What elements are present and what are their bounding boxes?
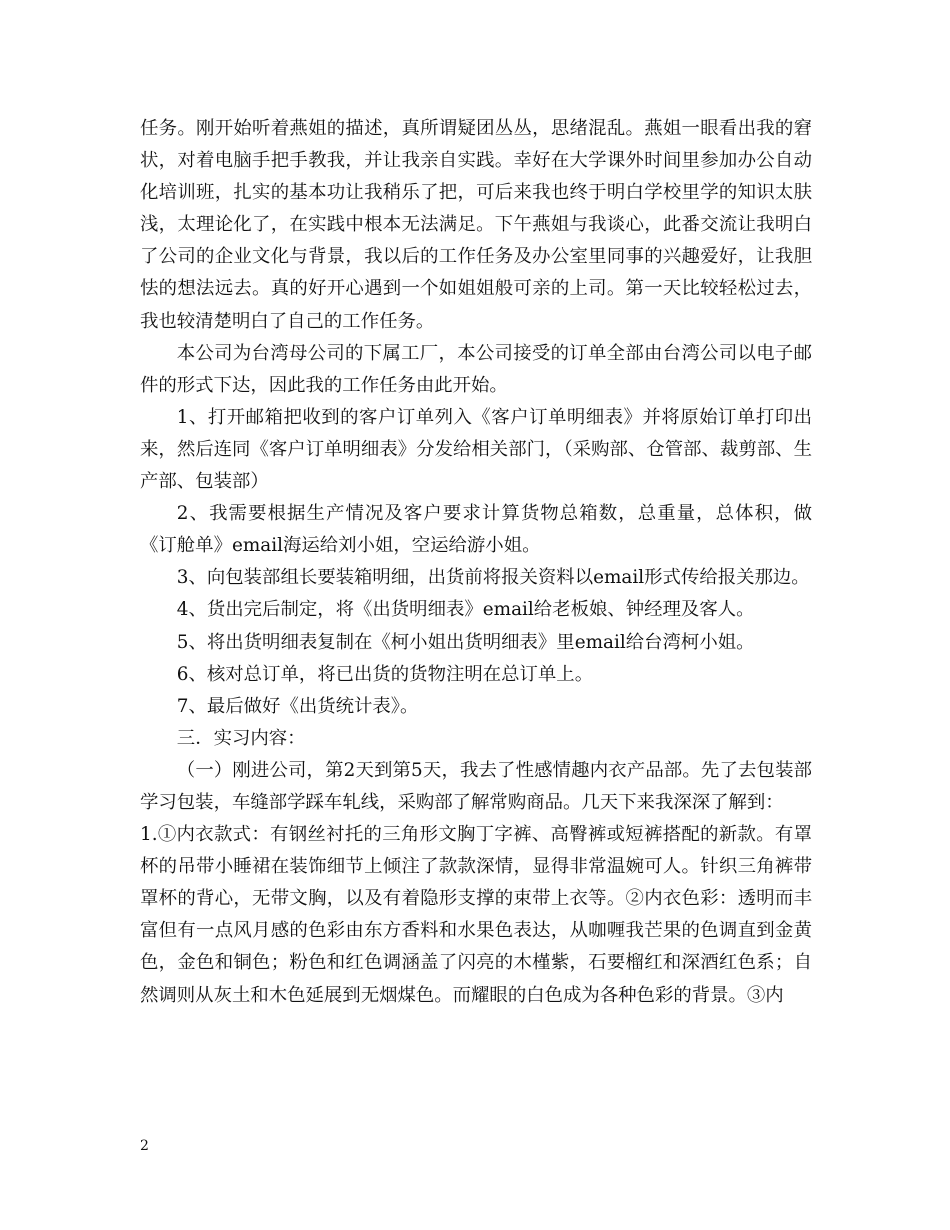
paragraph: 4、货出完后制定，将《出货明细表》email给老板娘、钟经理及客人。	[176, 599, 755, 621]
paragraph: 7、最后做好《出货统计表》。	[176, 695, 419, 717]
section-heading: 三．实习内容：	[176, 727, 306, 749]
paragraph: 5、将出货明细表复制在《柯小姐出货明细表》里email给台湾柯小姐。	[176, 631, 755, 653]
paragraph: 3、向包装部组长要装箱明细，出货前将报关资料以email形式传给报关那边。	[176, 567, 810, 589]
paragraph: 任务。刚开始听着燕姐的描述，真所谓疑团丛丛，思绪混乱。燕姐一眼看出我的窘状，对着电脑手把手教我，并让我亲自实践。幸好在大学课外时间里参加办公自动化培训班，扎实的基本功让我稍乐了把，可后来我也终于明白学校里学的知识太肤浅，太理论化了，在实践中根本无法满足。下午燕姐与我谈心，此番交流让我明白了公司的企业文化与背景，我以后的工作任务及办公室里同事的兴趣爱好，让我胆怯的想法远去。真的好开心遇到一个如姐姐般可亲的上司。第一天比较轻松过去，我也较清楚明白了自己的工作任务。	[140, 118, 812, 332]
document-body	[140, 113, 812, 1012]
paragraph: 1、打开邮箱把收到的客户订单列入《客户订单明细表》并将原始订单打印出来，然后连同《客户订单明细表》分发给相关部门，（采购部、仓管部、裁剪部、生产部、包装部）	[140, 406, 812, 493]
paragraph: 1.①内衣款式：有钢丝衬托的三角形文胸丁字裤、高臀裤或短裤搭配的新款。有罩杯的吊带小睡裙在装饰细节上倾注了款款深情，显得非常温婉可人。针织三角裤带罩杯的背心，无带文胸，以及有着隐形支撑的束带上衣等。②内衣色彩：透明而丰富但有一点风月感的色彩由东方香料和水果色表达，从咖喱我芒果的色调直到金黄色，金色和铜色；粉色和红色调涵盖了闪亮的木槿紫，石要榴红和深酒红色系；自然调则从灰土和木色延展到无烟煤色。而耀眼的白色成为各种色彩的背景。③内	[140, 824, 812, 1006]
paragraph: （一）刚进公司，第2天到第5天，我去了性感情趣内衣产品部。先了去包装部学习包装，车缝部学踩车轧线，采购部了解常购商品。几天下来我深深了解到：	[140, 759, 812, 813]
paragraph: 2、我需要根据生产情况及客户要求计算货物总箱数，总重量，总体积，做《订舱单》email海运给刘小姐，空运给游小姐。	[140, 503, 812, 557]
paragraph: 6、核对总订单，将已出货的货物注明在总订单上。	[176, 663, 594, 685]
page-number: 2	[140, 1138, 149, 1154]
paragraph: 本公司为台湾母公司的下属工厂，本公司接受的订单全部由台湾公司以电子邮件的形式下达，因此我的工作任务由此开始。	[140, 342, 812, 396]
